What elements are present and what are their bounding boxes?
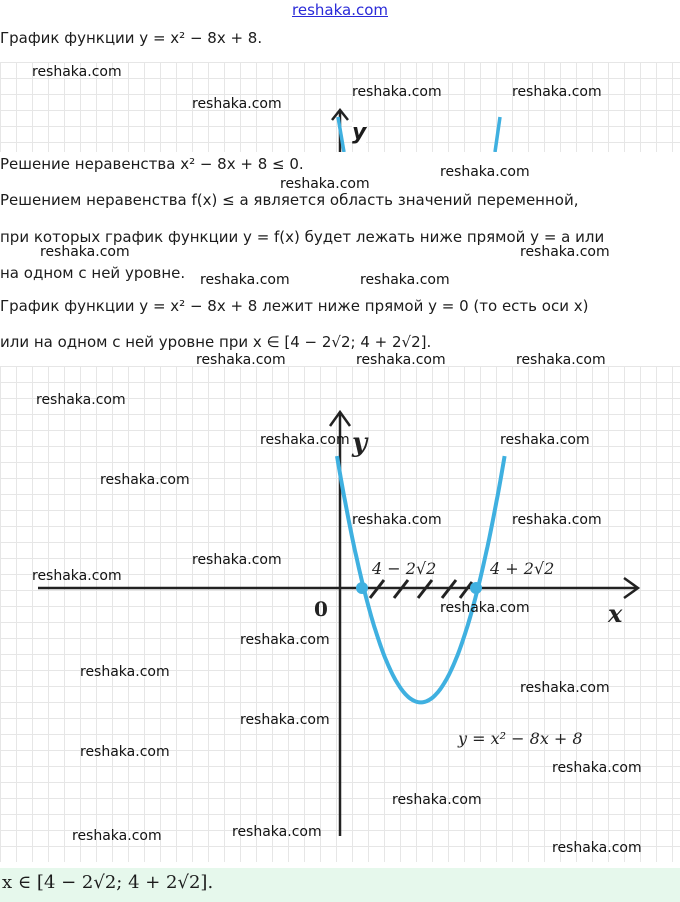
preview-y-label: y	[352, 120, 367, 145]
watermark: reshaka.com	[552, 760, 642, 776]
watermark: reshaka.com	[440, 600, 530, 616]
watermark: reshaka.com	[512, 84, 602, 100]
watermark: reshaka.com	[32, 64, 122, 80]
watermark: reshaka.com	[552, 840, 642, 856]
watermark: reshaka.com	[520, 244, 610, 260]
watermark: reshaka.com	[520, 680, 610, 696]
root-right-label: 4 + 2√2	[490, 559, 555, 578]
y-axis-label: y	[352, 428, 368, 458]
x-axis-label: x	[608, 599, 623, 628]
watermark: reshaka.com	[192, 552, 282, 568]
watermark: reshaka.com	[80, 744, 170, 760]
watermark: reshaka.com	[512, 512, 602, 528]
parabola-curve	[337, 456, 505, 702]
text-line-5: на одном с ней уровне.	[0, 264, 186, 282]
watermark: reshaka.com	[192, 96, 282, 112]
root-point-left	[356, 582, 368, 594]
watermark: reshaka.com	[360, 272, 450, 288]
text-line-4: при которых график функции y = f(x) будет лежать ниже прямой y = a или	[0, 228, 605, 246]
watermark: reshaka.com	[500, 432, 590, 448]
watermark: reshaka.com	[516, 352, 606, 368]
watermark: reshaka.com	[392, 792, 482, 808]
watermark: reshaka.com	[240, 632, 330, 648]
watermark: reshaka.com	[36, 392, 126, 408]
watermark: reshaka.com	[40, 244, 130, 260]
text-line-3: Решением неравенства f(x) ≤ a является область значений переменной,	[0, 191, 579, 209]
watermark: reshaka.com	[440, 164, 530, 180]
watermark: reshaka.com	[356, 352, 446, 368]
watermark: reshaka.com	[352, 84, 442, 100]
site-link[interactable]: reshaka.com	[292, 1, 388, 19]
preview-curve-right	[495, 117, 500, 152]
watermark: reshaka.com	[260, 432, 350, 448]
text-line-1: График функции y = x² − 8x + 8.	[0, 29, 263, 47]
watermark: reshaka.com	[240, 712, 330, 728]
text-line-2: Решение неравенства x² − 8x + 8 ≤ 0.	[0, 155, 304, 173]
watermark: reshaka.com	[100, 472, 190, 488]
curve-label: y = x² − 8x + 8	[458, 729, 583, 748]
watermark: reshaka.com	[200, 272, 290, 288]
root-point-right	[470, 582, 482, 594]
answer-text: x ∈ [4 − 2√2; 4 + 2√2].	[2, 872, 214, 893]
origin-label: 0	[314, 597, 328, 621]
root-left-label: 4 − 2√2	[372, 559, 437, 578]
watermark: reshaka.com	[232, 824, 322, 840]
watermark: reshaka.com	[72, 828, 162, 844]
watermark: reshaka.com	[32, 568, 122, 584]
text-line-7: или на одном с ней уровне при x ∈ [4 − 2√2; 4 + 2√2].	[0, 333, 432, 351]
watermark: reshaka.com	[196, 352, 286, 368]
watermark: reshaka.com	[352, 512, 442, 528]
watermark: reshaka.com	[280, 176, 370, 192]
watermark: reshaka.com	[80, 664, 170, 680]
text-line-6: График функции y = x² − 8x + 8 лежит ниже прямой y = 0 (то есть оси x)	[0, 297, 589, 315]
